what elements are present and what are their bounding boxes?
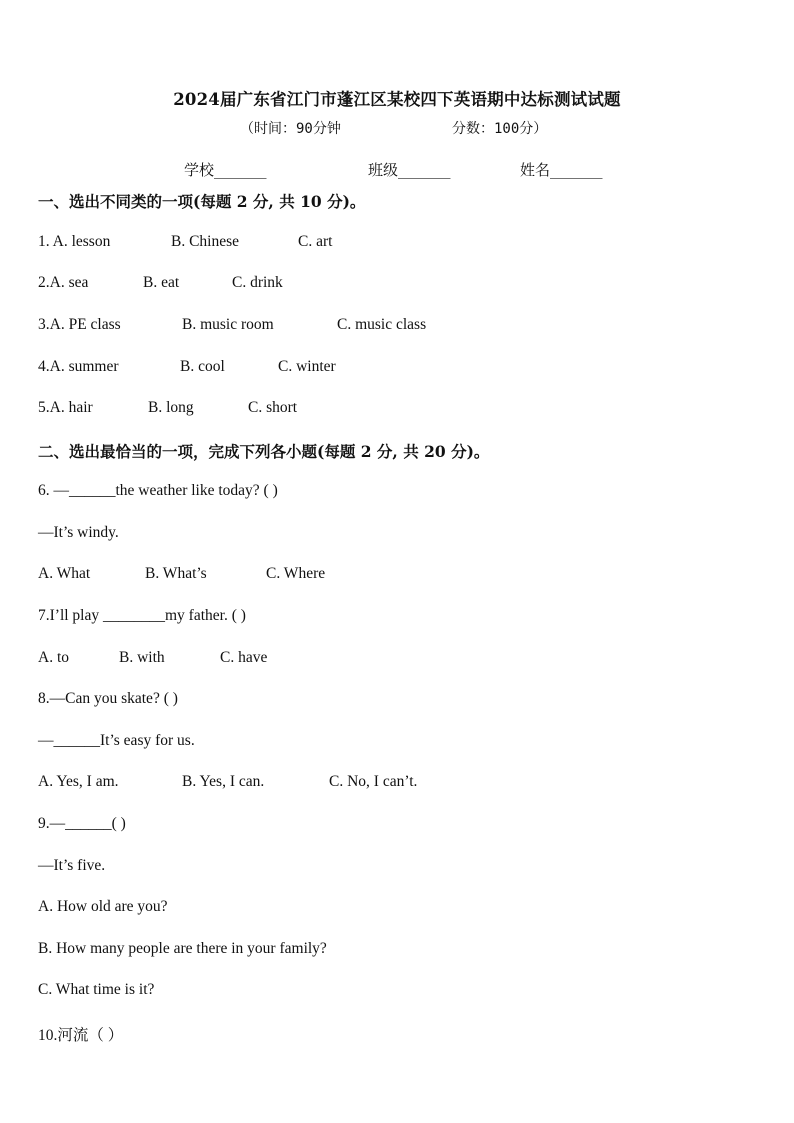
q3-option-c: C. music class	[337, 316, 427, 333]
question-6-reply: —It’s windy.	[38, 524, 119, 541]
class-field: 班级_______	[368, 161, 451, 179]
question-8-reply: —______It’s easy for us.	[38, 732, 195, 749]
school-field: 学校_______	[184, 161, 267, 179]
q9-option-b: B. How many people are there in your family?	[38, 940, 327, 957]
q9-option-a: A. How old are you?	[38, 898, 168, 915]
q6-option-c: C. Where	[266, 565, 326, 582]
q6-option-b: B. What’s	[145, 565, 207, 582]
q4-option-c: C. winter	[278, 358, 336, 375]
q8-option-b: B. Yes, I can.	[182, 773, 265, 790]
name-field: 姓名_______	[520, 161, 603, 179]
q5-option-b: B. long	[148, 399, 194, 416]
q1-option-a: 1. A. lesson	[38, 233, 111, 250]
q1-option-c: C. art	[298, 233, 333, 250]
question-8-stem: 8.—Can you skate? ( )	[38, 690, 178, 707]
question-9-stem: 9.—______( )	[38, 815, 126, 832]
q2-option-b: B. eat	[143, 274, 180, 291]
q6-option-a: A. What	[38, 565, 91, 582]
section1-heading: 一、选出不同类的一项(每题 2 分, 共 10 分)。	[38, 192, 366, 211]
question-10-stem: 10.河流（ ）	[38, 1027, 124, 1044]
q8-option-a: A. Yes, I am.	[38, 773, 119, 790]
q2-option-c: C. drink	[232, 274, 283, 291]
q8-option-c: C. No, I can’t.	[329, 773, 418, 790]
q9-option-c: C. What time is it?	[38, 981, 155, 998]
exam-title: 2024届广东省江门市蓬江区某校四下英语期中达标测试试题	[173, 90, 621, 109]
q3-option-a: 3.A. PE class	[38, 316, 121, 333]
q7-option-b: B. with	[119, 649, 165, 666]
q3-option-b: B. music room	[182, 316, 274, 333]
q4-option-a: 4.A. summer	[38, 358, 119, 375]
q1-option-b: B. Chinese	[171, 233, 240, 250]
q7-option-a: A. to	[38, 649, 69, 666]
q2-option-a: 2.A. sea	[38, 274, 89, 291]
exam-time: （时间：90分钟	[240, 121, 341, 137]
q4-option-b: B. cool	[180, 358, 225, 375]
q7-option-c: C. have	[220, 649, 268, 666]
question-6-stem: 6. —______the weather like today? ( )	[38, 482, 278, 499]
q5-option-a: 5.A. hair	[38, 399, 93, 416]
question-9-reply: —It’s five.	[38, 857, 106, 874]
section2-heading: 二、选出最恰当的一项，完成下列各小题(每题 2 分, 共 20 分)。	[38, 442, 490, 461]
question-7-stem: 7.I’ll play ________my father. ( )	[38, 607, 246, 624]
q5-option-c: C. short	[248, 399, 298, 416]
exam-score: 分数：100分）	[452, 121, 548, 137]
